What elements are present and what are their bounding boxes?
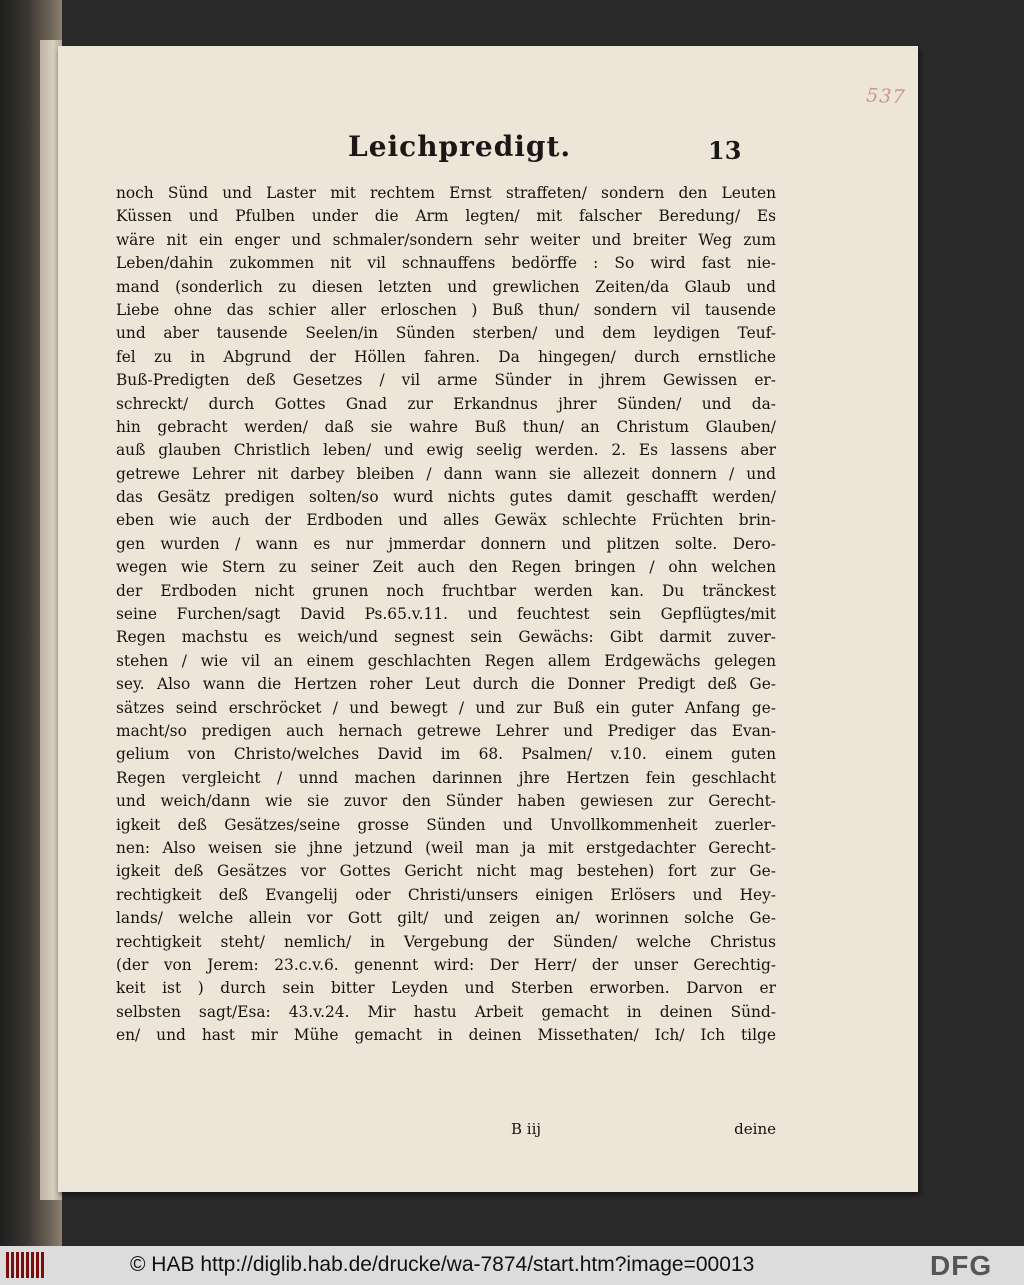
text-line: sey. Also wann die Hertzen roher Leut durch die Donner Predigt deß Ge- [116,675,776,694]
text-line: fel zu in Abgrund der Höllen fahren. Da hingegen/ durch ernstliche [116,347,776,366]
text-line: wäre nit ein enger und schmaler/sondern sehr weiter und breiter Weg zum [116,230,776,249]
handwritten-folio-number: 537 [865,84,907,109]
text-line: igkeit deß Gesätzes vor Gottes Gericht nicht mag bestehen) fort zur Ge- [116,862,776,881]
text-line: Leben/dahin zukommen nit vil schnauffens bedörffe : So wird fast nie- [116,254,776,273]
dfg-logo: DFG [930,1250,993,1281]
page-foot [116,1120,776,1144]
text-line: Buß-Predigten deß Gesetzes / vil arme Sünder in jhrem Gewissen er- [116,371,776,390]
running-title: Leichpredigt. [348,130,572,163]
text-line: noch Sünd und Laster mit rechtem Ernst straffeten/ sondern den Leuten [116,184,776,202]
body-text [116,182,776,1112]
text-line: rechtigkeit steht/ nemlich/ in Vergebung der Sünden/ welche Christus [116,932,776,951]
text-line: gelium von Christo/welches David im 68. Psalmen/ v.10. einem guten [116,745,776,764]
text-line: seine Furchen/sagt David Ps.65.v.11. und feuchtest sein Gepflügtes/mit [116,605,776,624]
text-line: rechtigkeit deß Evangelij oder Christi/unsers einigen Erlösers und Hey- [116,885,776,904]
catchword: deine [734,1120,776,1138]
text-line: lands/ welche allein vor Gott gilt/ und zeigen an/ worinnen solche Ge- [116,909,776,928]
text-line: und weich/dann wie sie zuvor den Sünder haben gewiesen zur Gerecht- [116,792,776,811]
text-line: (der von Jerem: 23.c.v.6. genennt wird: Der Herr/ der unser Gerechtig- [116,955,776,974]
text-line: Küssen und Pfulben under die Arm legten/ mit falscher Beredung/ Es [116,207,776,226]
scanned-page [58,46,918,1192]
text-line: hin gebracht werden/ daß sie wahre Buß thun/ an Christum Glauben/ [116,417,776,436]
text-line: mand (sonderlich zu diesen letzten und grewlichen Zeiten/da Glaub und [116,277,776,296]
text-line: Liebe ohne das schier aller erloschen ) Buß thun/ sondern vil tausende [116,300,776,319]
hab-logo-icon [6,1252,44,1278]
text-line: en/ und hast mir Mühe gemacht in deinen Missethaten/ Ich/ Ich tilge [116,1026,776,1045]
text-line: schreckt/ durch Gottes Gnad zur Erkandnus jhrer Sünden/ und da- [116,394,776,413]
text-line: getrewe Lehrer nit darbey bleiben / dann wann sie allezeit donnern / und [116,464,776,483]
copyright-link[interactable]: © HAB http://diglib.hab.de/drucke/wa-7874/start.htm?image=00013 [130,1253,755,1276]
text-line: stehen / wie vil an einem geschlachten Regen allem Erdgewächs gelegen [116,651,776,670]
viewer-footer [0,1246,1024,1285]
signature-mark: B iij [511,1120,542,1138]
text-line: macht/so predigen auch hernach getrewe Lehrer und Prediger das Evan- [116,721,776,740]
page-number: 13 [708,136,742,165]
text-line: das Gesätz predigen solten/so wurd nichts gutes damit geschafft werden/ [116,488,776,507]
text-line: und aber tausende Seelen/in Sünden sterben/ und dem leydigen Teuf- [116,324,776,343]
text-line: nen: Also weisen sie jhne jetzund (weil man ja mit erstgedachter Gerecht- [116,838,776,857]
text-line: auß glauben Christlich leben/ und ewig seelig werden. 2. Es lassens aber [116,441,776,460]
text-line: keit ist ) durch sein bitter Leyden und Sterben erworben. Darvon er [116,979,776,998]
text-line: wegen wie Stern zu seiner Zeit auch den Regen bringen / ohn welchen [116,558,776,577]
text-line: Regen vergleicht / unnd machen darinnen jhre Hertzen fein geschlacht [116,768,776,787]
text-line: sätzes seind erschröcket / und bewegt / und zur Buß ein guter Anfang ge- [116,698,776,717]
text-line: eben wie auch der Erdboden und alles Gewäx schlechte Früchten brin- [116,511,776,530]
text-line: der Erdboden nicht grunen noch fruchtbar werden kan. Du tränckest [116,581,776,600]
text-line: Regen machstu es weich/und segnest sein Gewächs: Gibt darmit zuver- [116,628,776,647]
text-line: selbsten sagt/Esa: 43.v.24. Mir hastu Arbeit gemacht in deinen Sünd- [116,1002,776,1021]
text-line: igkeit deß Gesätzes/seine grosse Sünden und Unvollkommenheit zuerler- [116,815,776,834]
text-line: gen wurden / wann es nur jmmerdar donnern und plitzen solte. Dero- [116,534,776,553]
